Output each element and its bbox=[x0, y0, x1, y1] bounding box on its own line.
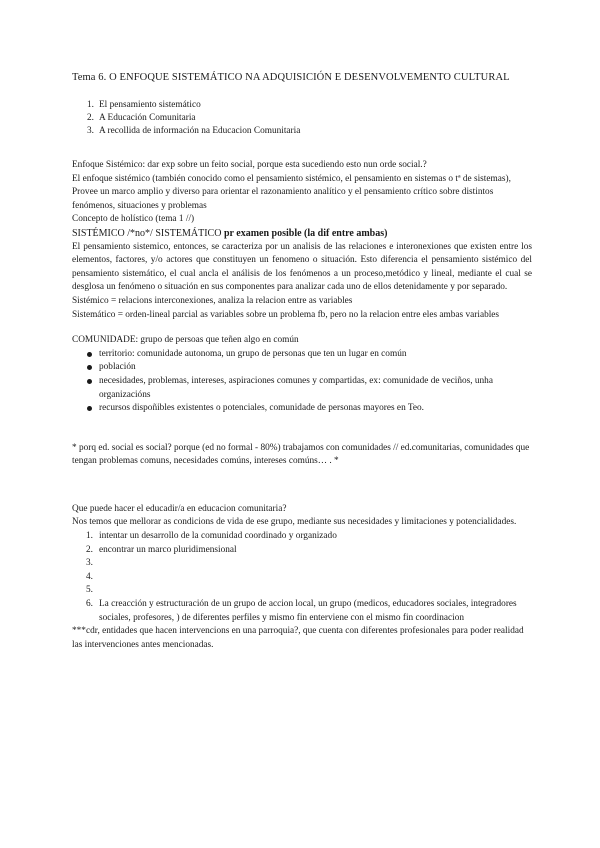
list-item-text: intentar un desarrollo de la comunidad coordinado y organizado bbox=[99, 531, 337, 542]
bullet-icon bbox=[87, 379, 92, 384]
bullet-text: territorio: comunidade autonoma, un grupo de personas que ten un lugar en común bbox=[99, 348, 407, 359]
list-item bbox=[72, 598, 532, 625]
bullet-item bbox=[72, 361, 532, 375]
list-item-text: encontrar un marco pluridimensional bbox=[99, 544, 237, 555]
comunidade-bullets bbox=[72, 348, 532, 416]
list-item bbox=[72, 125, 532, 138]
list-item-text bbox=[99, 572, 101, 582]
bullet-text: población bbox=[99, 362, 136, 373]
educador-question: Que puede hacer el educadir/a en educacion comunitaria? bbox=[72, 503, 287, 514]
bullet-icon bbox=[87, 352, 92, 357]
social-education-note: * porq ed. social es social? porque (ed no formal - 80%) trabajamos con comunidades // ed.comunitarias, comunidades que tengan problemas comuns, necesidades comúns, intereses comúns… . * bbox=[72, 442, 530, 467]
list-item bbox=[72, 112, 532, 125]
holistic-concept: Concepto de holístico (tema 1 //) bbox=[72, 214, 195, 225]
document-page bbox=[72, 70, 532, 652]
list-number: 2. bbox=[87, 113, 94, 123]
bullet-icon bbox=[87, 406, 92, 411]
list-item-text: El pensamiento sistemático bbox=[99, 100, 201, 110]
list-item-text: A Educación Comunitaria bbox=[99, 113, 196, 123]
list-item bbox=[72, 99, 532, 112]
list-number: 6. bbox=[86, 599, 93, 610]
list-item bbox=[72, 571, 532, 585]
list-item-text bbox=[99, 585, 101, 595]
bullet-item bbox=[72, 348, 532, 362]
list-item-text bbox=[99, 558, 101, 568]
bullet-text: necesidades, problemas, intereses, aspiraciones comunes y compartidas, ex: comunidade de veciños, unha organizacións bbox=[99, 375, 493, 400]
list-number: 2. bbox=[86, 544, 93, 555]
list-item bbox=[72, 530, 532, 544]
list-item bbox=[72, 584, 532, 598]
bullet-icon bbox=[87, 365, 92, 370]
list-number: 1. bbox=[87, 100, 94, 110]
list-item bbox=[72, 557, 532, 571]
enfoque-definition: El enfoque sistémico (también conocido como el pensamiento sistémico, el pensamiento en sistemas o tª de sistemas), Provee un marco amplio y diverso para orientar el razonamiento analítico y el pensamiento crítico sobre distintos fenómenos, situaciones y problemas bbox=[72, 173, 511, 211]
exam-note: pr examen posible (la dif entre ambas) bbox=[223, 227, 388, 239]
bullet-item bbox=[72, 375, 532, 402]
list-item bbox=[72, 544, 532, 558]
list-number: 1. bbox=[86, 531, 93, 542]
list-item-text: A recollida de información na Educacion Comunitaria bbox=[99, 126, 301, 136]
sistemico-definition: Sistémico = relacions interconexiones, analiza la relacion entre as variables bbox=[72, 295, 353, 306]
bullet-item bbox=[72, 402, 532, 416]
list-number: 3. bbox=[87, 126, 94, 136]
sistemico-heading bbox=[72, 227, 532, 241]
topic-list bbox=[72, 99, 532, 138]
bullet-text: recursos dispoñibles existentes o potenciales, comunidade de personas mayores en Teo. bbox=[99, 403, 424, 414]
page-title: Tema 6. O ENFOQUE SISTEMÁTICO NA ADQUISICIÓN E DESENVOLVEMENTO CULTURAL bbox=[72, 72, 510, 83]
list-number: 4. bbox=[86, 571, 93, 582]
sistemico-paragraph: El pensamiento sistemico, entonces, se caracteriza por un analisis de las relaciones e interonexiones que existen entre los elementos, factores, y/o actores que constituyen un fenomeno o situación. Esto diferencia el pensamiento sistémico del pensamiento sistemático, el cual ancla el análisis de los fenómenos a un proceso,metódico y lineal, mediante el cual se desglosa un fenómeno o situación en sus componentes para analizar cada uno de ellos detenidamente y por separado. bbox=[72, 241, 532, 293]
sistemico-label: SISTÉMICO /*no*/ SISTEMÁTICO bbox=[72, 227, 224, 239]
educador-steps bbox=[72, 530, 532, 625]
sistematico-definition: Sistemático = orden-lineal parcial as variables sobre un problema fb, pero no la relacion entre eles ambas variables bbox=[72, 309, 500, 320]
educador-footer: ***cdr, entidades que hacen intervencions en una parroquia?, que cuenta con diferentes profesionales para poder realidad las intervenciones antes mencionadas. bbox=[72, 626, 524, 650]
enfoque-line: Enfoque Sistémico: dar exp sobre un feito social, porque esta sucediendo esto nun orde social.? bbox=[72, 160, 427, 170]
list-number: 3. bbox=[86, 558, 93, 569]
list-item-text: La creacción y estructuración de un grupo de accion local, un grupo (medicos, educadores sociales, integradores sociales, profesores, ) de diferentes perfiles y mismo fin enterviene con el mismo fin coordinacion bbox=[99, 599, 517, 623]
educador-intro: Nos temos que mellorar as condicions de vida de ese grupo, mediante sus necesidades y limitaciones y potencialidades. bbox=[72, 517, 517, 528]
list-number: 5. bbox=[86, 585, 93, 596]
comunidade-heading: COMUNIDADE: grupo de persoas que teñen algo en común bbox=[72, 335, 299, 346]
